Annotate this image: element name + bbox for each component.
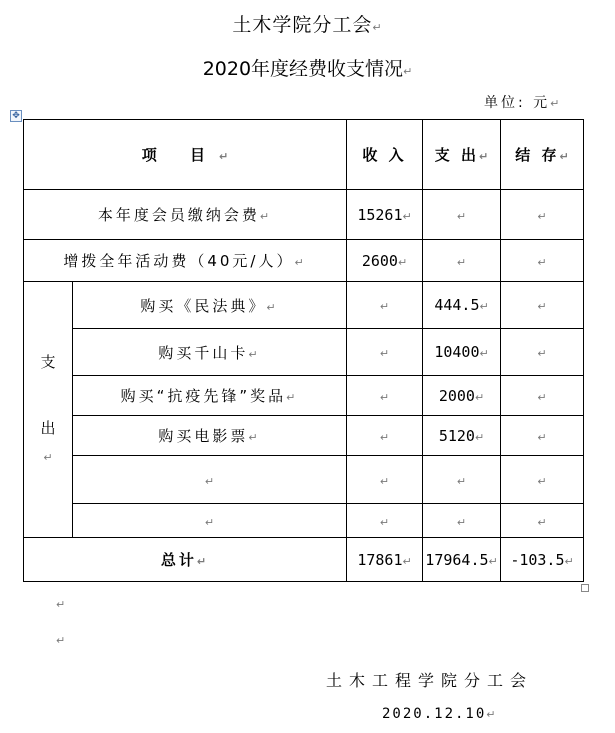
row-income: ↵ [347, 416, 423, 456]
table-row [24, 190, 584, 240]
row-income: 15261↵ [347, 190, 423, 240]
signature: 土木工程学院分工会 [326, 671, 534, 690]
row-expense: 444.5↵ [423, 282, 501, 329]
expense-group-label: 支 出 ↵ [24, 282, 73, 538]
row-item: 购买电影票↵ [73, 416, 347, 456]
finance-table [23, 119, 584, 582]
table-header-row [24, 120, 584, 190]
table-row [24, 282, 584, 329]
table-row [24, 416, 584, 456]
row-income: ↵ [347, 376, 423, 416]
row-balance: ↵ [501, 416, 584, 456]
row-item: 增拨全年活动费（40元/人）↵ [24, 240, 347, 282]
total-label: 总计↵ [24, 538, 347, 582]
row-income: 2600↵ [347, 240, 423, 282]
row-expense: ↵ [423, 504, 501, 538]
table-resize-handle[interactable] [581, 584, 589, 592]
row-expense: 10400↵ [423, 329, 501, 376]
header-expense: 支 出↵ [423, 120, 501, 190]
total-balance: -103.5↵ [501, 538, 584, 582]
row-balance: ↵ [501, 456, 584, 504]
row-item: ↵ [73, 456, 347, 504]
row-expense: 2000↵ [423, 376, 501, 416]
row-balance: ↵ [501, 190, 584, 240]
empty-paragraph-mark: ↵ [56, 634, 66, 647]
row-income: ↵ [347, 504, 423, 538]
report-title: 2020年度经费收支情况↵ [202, 58, 413, 80]
row-expense: 5120↵ [423, 416, 501, 456]
row-income: ↵ [347, 329, 423, 376]
row-balance: ↵ [501, 240, 584, 282]
row-income: ↵ [347, 456, 423, 504]
org-title: 土木学院分工会↵ [232, 14, 383, 36]
total-row [24, 538, 584, 582]
row-item: 本年度会员缴纳会费↵ [24, 190, 347, 240]
table-row [24, 240, 584, 282]
table-row [24, 456, 584, 504]
row-expense: ↵ [423, 456, 501, 504]
row-expense: ↵ [423, 240, 501, 282]
row-balance: ↵ [501, 329, 584, 376]
row-income: ↵ [347, 282, 423, 329]
table-row [24, 329, 584, 376]
row-item: 购买“抗疫先锋”奖品↵ [73, 376, 347, 416]
row-balance: ↵ [501, 376, 584, 416]
header-income: 收 入 [347, 120, 423, 190]
empty-paragraph-mark: ↵ [56, 598, 66, 611]
unit-label: 单位: 元↵ [484, 95, 563, 111]
row-item: ↵ [73, 504, 347, 538]
table-row [24, 504, 584, 538]
header-item: 项 目↵ [24, 120, 347, 190]
total-expense: 17964.5↵ [423, 538, 501, 582]
row-item: 购买《民法典》↵ [73, 282, 347, 329]
row-balance: ↵ [501, 504, 584, 538]
date: 2020.12.10↵ [382, 706, 498, 722]
row-expense: ↵ [423, 190, 501, 240]
header-balance: 结 存↵ [501, 120, 584, 190]
row-item: 购买千山卡↵ [73, 329, 347, 376]
total-income: 17861↵ [347, 538, 423, 582]
table-move-handle-icon[interactable]: ✥ [10, 110, 22, 122]
table-row [24, 376, 584, 416]
row-balance: ↵ [501, 282, 584, 329]
